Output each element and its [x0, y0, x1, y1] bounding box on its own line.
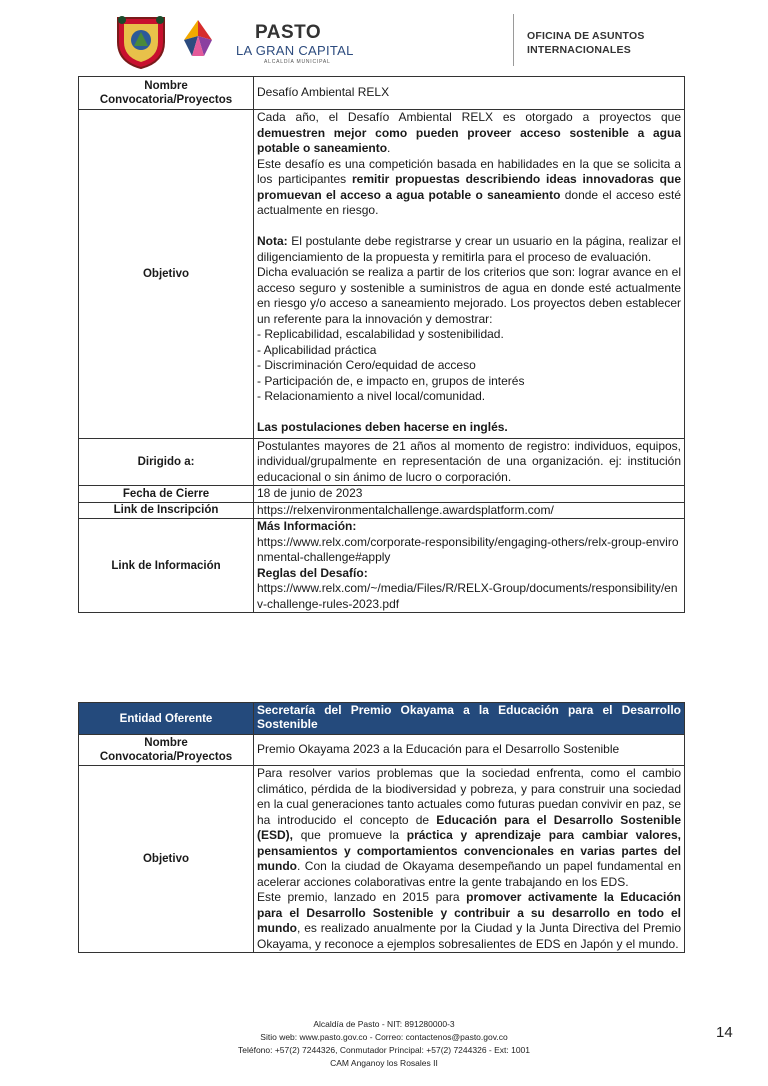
criteria-item: - Aplicabilidad práctica [257, 342, 377, 357]
table-row [79, 519, 685, 613]
office-line-1: OFICINA DE ASUNTOS [527, 30, 645, 42]
entity-label: Entidad Oferente [79, 703, 254, 735]
call-name-label: Nombre Convocatoria/Proyectos [79, 77, 254, 110]
page-footer [0, 1018, 768, 1070]
table-row [79, 703, 685, 735]
footer-nit: Alcaldía de Pasto - NIT: 891280000-3 [313, 1019, 455, 1029]
language-note: Las postulaciones deben hacerse en inglés. [257, 420, 508, 434]
closing-date-value: 18 de junio de 2023 [254, 486, 685, 503]
page-number: 14 [716, 1024, 733, 1041]
footer-phone: Teléfono: +57(2) 7244326, Conmutador Principal: +57(2) 7244326 - Ext: 1001 [237, 1045, 531, 1055]
more-info-label: Más Información: [257, 519, 357, 533]
table-row [79, 438, 685, 486]
objective-paragraph: Para resolver varios problemas que la sociedad enfrenta, como el cambio climático, pérdida de la biodiversidad y pobreza, y para construir una sociedad en la cual generaciones tanto actuales como futuras puedan convivir en paz, se ha introducido el concepto de Educación para el Desarrollo Sostenible (ESD), que promueve la práctica y aprendizaje para cambiar valores, pensamientos y comportamientos convencionales en varias partes del mundo. Con la ciudad de Okayama desempeñando un papel fundamental en acelerar acciones colaborativas entre la gente trabajando en los EDS. [257, 766, 681, 889]
info-link-label: Link de Información [79, 519, 254, 613]
criteria-item: - Discriminación Cero/equidad de acceso [257, 358, 476, 372]
info-links [254, 519, 685, 613]
target-audience-value: Postulantes mayores de 21 años al momento de registro: individuos, equipos, individual/grupalmente en representación de una organización. ej: institución educacional o sin ánimo de lucro o corporación. [254, 438, 685, 486]
closing-date-label: Fecha de Cierre [79, 486, 254, 503]
registration-link[interactable]: https://relxenvironmentalchallenge.awardsplatform.com/ [254, 502, 685, 519]
more-info-link[interactable]: https://www.relx.com/corporate-responsibility/engaging-others/relx-group-environmental-challenge#apply [257, 534, 679, 564]
criteria-item: - Replicabilidad, escalabilidad y sostenibilidad. [257, 327, 504, 341]
criteria-item: - Participación de, e impacto en, grupos de interés [257, 373, 525, 388]
city-name: PASTO [255, 22, 322, 43]
criteria-item: - Relacionamiento a nivel local/comunidad. [257, 389, 486, 403]
office-line-2: INTERNACIONALES [527, 44, 631, 56]
table-row [79, 735, 685, 766]
footer-address: CAM Anganoy los Rosales II [330, 1058, 438, 1068]
target-audience-label: Dirigido a: [79, 438, 254, 486]
objective-paragraph: Este premio, lanzado en 2015 para promover activamente la Educación para el Desarrollo Sostenible y contribuir a su desarrollo en todo el mundo, es realizado anualmente por la Ciudad y la Junta Directiva del Premio Okayama, y reconoce a ejemplos sobresalientes de EDS en Japón y el mundo. [257, 890, 682, 951]
table-row [79, 766, 685, 953]
header-divider [513, 14, 514, 66]
office-name [527, 29, 645, 57]
relx-call-table [78, 76, 685, 613]
table-row [79, 77, 685, 110]
call-name-value: Desafío Ambiental RELX [254, 77, 685, 110]
evaluation-paragraph: Dicha evaluación se realiza a partir de los criterios que son: lograr avance en el acceso seguro y sostenible a suministros de agua en donde esté actualmente en riesgo y/o acceso a saneamiento mejorado. Los proyectos deben establecer un referente para la innovación y demostrar: [257, 265, 681, 326]
rules-label: Reglas del Desafío: [257, 565, 368, 580]
city-coat-of-arms-icon [112, 12, 170, 70]
city-tagline: LA GRAN CAPITAL [236, 43, 354, 58]
rules-link[interactable]: https://www.relx.com/~/media/Files/R/RELX-Group/documents/responsibility/env-challenge-rules-2023.pdf [257, 581, 678, 611]
objective-label: Objetivo [79, 110, 254, 439]
objective-value [254, 766, 685, 953]
call-name-label: Nombre Convocatoria/Proyectos [79, 735, 254, 766]
okayama-call-table [78, 702, 685, 953]
objective-paragraph: Este desafío es una competición basada en habilidades en la que se solicita a los participantes remitir propuestas describiendo ideas innovadoras que promuevan el acceso a agua potable o saneamiento donde el acceso esté actualmente en riesgo. [257, 156, 681, 217]
pasto-brand-logo-icon [178, 16, 218, 62]
objective-label: Objetivo [79, 766, 254, 953]
call-name-value: Premio Okayama 2023 a la Educación para el Desarrollo Sostenible [254, 735, 685, 766]
note-paragraph: Nota: El postulante debe registrarse y crear un usuario en la página, realizar el diligenciamiento de la propuesta y remitirla para el proceso de evaluación. [257, 234, 681, 264]
page-header [0, 0, 768, 78]
objective-value [254, 110, 685, 439]
table-row [79, 502, 685, 519]
city-subtag: ALCALDÍA MUNICIPAL [264, 59, 331, 65]
entity-value: Secretaría del Premio Okayama a la Educación para el Desarrollo Sostenible [254, 703, 685, 735]
footer-web: Sitio web: www.pasto.gov.co - Correo: contactenos@pasto.gov.co [260, 1032, 508, 1042]
table-row [79, 110, 685, 439]
objective-paragraph: Cada año, el Desafío Ambiental RELX es otorgado a proyectos que demuestren mejor como pueden proveer acceso sostenible a agua potable o saneamiento. [257, 110, 681, 155]
table-row [79, 486, 685, 503]
registration-link-label: Link de Inscripción [79, 502, 254, 519]
